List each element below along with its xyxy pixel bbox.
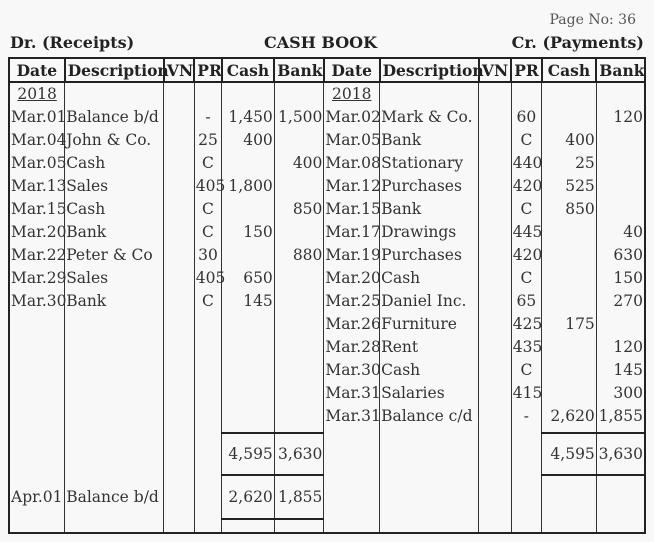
- row-date-left: Mar.04: [9, 129, 65, 152]
- page-number: Page No: 36: [549, 12, 636, 28]
- column-header: VN: [164, 58, 194, 82]
- row-description-left: [65, 405, 164, 428]
- column-header: Date: [9, 58, 65, 82]
- row-vn-cell: [479, 106, 511, 129]
- cash-book-table: [8, 57, 646, 534]
- row-vn-cell: [479, 198, 511, 221]
- year-right: 2018: [324, 82, 380, 106]
- row-cash-left: 400: [222, 129, 275, 152]
- row-vn-cell: [479, 152, 511, 175]
- empty-cell: [164, 433, 194, 475]
- row-vn-cell: [479, 313, 511, 336]
- row-description-left: Peter & Co: [65, 244, 164, 267]
- row-date-left: Mar.30: [9, 290, 65, 313]
- closing-cell: Apr.01: [9, 475, 65, 519]
- row-pr-left: [194, 313, 221, 336]
- row-pr-left: [194, 382, 221, 405]
- table-row: [9, 405, 645, 428]
- row-vn-cell: [164, 290, 194, 313]
- total-amount: 3,630: [596, 433, 645, 475]
- row-cash-right: [542, 267, 597, 290]
- row-date-right: Mar.12: [324, 175, 380, 198]
- table-row: [9, 175, 645, 198]
- row-description-right: Bank: [380, 129, 479, 152]
- row-pr-left: C: [194, 290, 221, 313]
- empty-cell: [511, 433, 541, 475]
- empty-cell: [380, 475, 479, 519]
- row-date-left: Mar.05: [9, 152, 65, 175]
- row-pr-right: C: [511, 129, 541, 152]
- row-bank-right: 145: [596, 359, 645, 382]
- row-vn-cell: [164, 313, 194, 336]
- row-date-right: Mar.20: [324, 267, 380, 290]
- row-description-left: Bank: [65, 290, 164, 313]
- row-bank-left: 850: [274, 198, 324, 221]
- row-vn-cell: [164, 359, 194, 382]
- row-vn-cell: [164, 267, 194, 290]
- row-cash-right: [542, 221, 597, 244]
- table-header-row: [9, 58, 645, 82]
- row-bank-right: [596, 198, 645, 221]
- row-bank-right: 150: [596, 267, 645, 290]
- table-row: [9, 313, 645, 336]
- row-bank-right: [596, 152, 645, 175]
- table-row: [9, 336, 645, 359]
- row-date-right: Mar.17: [324, 221, 380, 244]
- row-pr-left: [194, 405, 221, 428]
- empty-cell: [65, 433, 164, 475]
- row-vn-cell: [479, 405, 511, 428]
- empty-cell: [9, 433, 65, 475]
- row-description-left: Cash: [65, 152, 164, 175]
- closing-cell: 1,855: [274, 475, 324, 519]
- empty-cell: [479, 433, 511, 475]
- row-date-left: [9, 336, 65, 359]
- row-description-right: Cash: [380, 359, 479, 382]
- row-cash-left: [222, 313, 275, 336]
- row-cash-right: [542, 290, 597, 313]
- row-description-left: [65, 336, 164, 359]
- row-bank-left: [274, 221, 324, 244]
- row-bank-right: [596, 313, 645, 336]
- row-description-left: [65, 359, 164, 382]
- row-cash-right: [542, 382, 597, 405]
- row-bank-left: [274, 313, 324, 336]
- total-amount: 4,595: [222, 433, 275, 475]
- row-date-left: Mar.15: [9, 198, 65, 221]
- row-bank-right: 120: [596, 336, 645, 359]
- closing-balance-row: [9, 475, 645, 519]
- year-left: 2018: [9, 82, 65, 106]
- row-bank-left: 1,500: [274, 106, 324, 129]
- row-description-left: Sales: [65, 267, 164, 290]
- row-pr-right: -: [511, 405, 541, 428]
- column-header: Bank: [274, 58, 324, 82]
- row-bank-left: 400: [274, 152, 324, 175]
- row-bank-left: [274, 175, 324, 198]
- row-bank-left: [274, 129, 324, 152]
- row-bank-left: [274, 359, 324, 382]
- empty-cell: [324, 433, 380, 475]
- totals-row: [9, 433, 645, 475]
- table-row: [9, 106, 645, 129]
- empty-cell: [479, 475, 511, 519]
- row-date-left: Mar.29: [9, 267, 65, 290]
- row-description-left: John & Co.: [65, 129, 164, 152]
- row-description-right: Bank: [380, 198, 479, 221]
- filler-row: [9, 519, 645, 533]
- page-title: CASH BOOK: [264, 33, 377, 52]
- row-bank-right: 270: [596, 290, 645, 313]
- row-vn-cell: [479, 244, 511, 267]
- row-vn-cell: [164, 336, 194, 359]
- row-description-left: Sales: [65, 175, 164, 198]
- row-description-left: [65, 313, 164, 336]
- row-description-left: Bank: [65, 221, 164, 244]
- column-header: Date: [324, 58, 380, 82]
- row-date-right: Mar.31: [324, 405, 380, 428]
- row-cash-right: [542, 336, 597, 359]
- closing-cell: Balance b/d: [65, 475, 164, 519]
- row-cash-left: 145: [222, 290, 275, 313]
- row-bank-right: [596, 175, 645, 198]
- row-pr-right: 420: [511, 175, 541, 198]
- table-row: [9, 152, 645, 175]
- row-pr-left: C: [194, 152, 221, 175]
- row-description-left: [65, 382, 164, 405]
- row-vn-cell: [164, 152, 194, 175]
- row-cash-right: [542, 244, 597, 267]
- row-date-left: Mar.01: [9, 106, 65, 129]
- row-cash-left: [222, 152, 275, 175]
- row-vn-cell: [479, 129, 511, 152]
- row-description-right: Salaries: [380, 382, 479, 405]
- row-cash-right: 400: [542, 129, 597, 152]
- row-description-right: Purchases: [380, 175, 479, 198]
- row-date-left: [9, 405, 65, 428]
- row-cash-left: 1,800: [222, 175, 275, 198]
- row-vn-cell: [164, 221, 194, 244]
- row-date-left: Mar.20: [9, 221, 65, 244]
- closing-cell: 2,620: [222, 475, 275, 519]
- column-header: Cash: [222, 58, 275, 82]
- table-row: [9, 290, 645, 313]
- total-amount: 4,595: [542, 433, 597, 475]
- row-pr-left: 405: [194, 267, 221, 290]
- table-row: [9, 359, 645, 382]
- row-pr-left: [194, 359, 221, 382]
- row-cash-right: [542, 359, 597, 382]
- row-description-right: Rent: [380, 336, 479, 359]
- row-bank-right: 120: [596, 106, 645, 129]
- table-row: [9, 129, 645, 152]
- row-date-left: Mar.22: [9, 244, 65, 267]
- column-header: PR: [511, 58, 541, 82]
- column-header: Bank: [596, 58, 645, 82]
- row-vn-cell: [479, 336, 511, 359]
- row-cash-left: [222, 382, 275, 405]
- table-row: [9, 198, 645, 221]
- row-date-right: Mar.30: [324, 359, 380, 382]
- row-cash-left: 1,450: [222, 106, 275, 129]
- column-header: Cash: [542, 58, 597, 82]
- row-description-right: Purchases: [380, 244, 479, 267]
- row-pr-right: C: [511, 267, 541, 290]
- row-bank-right: [596, 129, 645, 152]
- row-bank-left: [274, 267, 324, 290]
- row-vn-cell: [479, 221, 511, 244]
- row-cash-right: 525: [542, 175, 597, 198]
- row-bank-left: [274, 405, 324, 428]
- row-description-left: Balance b/d: [65, 106, 164, 129]
- total-amount: 3,630: [274, 433, 324, 475]
- column-header: PR: [194, 58, 221, 82]
- row-bank-right: 40: [596, 221, 645, 244]
- row-date-left: [9, 313, 65, 336]
- row-description-left: Cash: [65, 198, 164, 221]
- row-description-right: Daniel Inc.: [380, 290, 479, 313]
- table-row: [9, 267, 645, 290]
- row-cash-left: [222, 336, 275, 359]
- row-vn-cell: [164, 175, 194, 198]
- row-pr-left: C: [194, 198, 221, 221]
- row-description-right: Furniture: [380, 313, 479, 336]
- receipts-heading: Dr. (Receipts): [10, 33, 135, 52]
- row-cash-left: [222, 405, 275, 428]
- row-date-right: Mar.26: [324, 313, 380, 336]
- row-date-left: Mar.13: [9, 175, 65, 198]
- row-description-right: Stationary: [380, 152, 479, 175]
- row-pr-left: 405: [194, 175, 221, 198]
- row-pr-right: 445: [511, 221, 541, 244]
- row-pr-right: 415: [511, 382, 541, 405]
- row-cash-left: [222, 198, 275, 221]
- column-header: VN: [479, 58, 511, 82]
- row-vn-cell: [164, 106, 194, 129]
- table-row: [9, 244, 645, 267]
- row-vn-cell: [164, 244, 194, 267]
- row-pr-right: 425: [511, 313, 541, 336]
- empty-cell: [596, 475, 645, 519]
- row-cash-left: 150: [222, 221, 275, 244]
- row-pr-right: 440: [511, 152, 541, 175]
- row-cash-left: [222, 244, 275, 267]
- row-date-left: [9, 359, 65, 382]
- row-pr-right: C: [511, 198, 541, 221]
- row-cash-right: 2,620: [542, 405, 597, 428]
- empty-cell: [380, 433, 479, 475]
- row-description-right: Mark & Co.: [380, 106, 479, 129]
- row-bank-left: [274, 382, 324, 405]
- row-date-right: Mar.05: [324, 129, 380, 152]
- row-pr-right: 420: [511, 244, 541, 267]
- row-pr-left: 25: [194, 129, 221, 152]
- row-vn-cell: [479, 359, 511, 382]
- row-pr-right: 60: [511, 106, 541, 129]
- row-bank-right: 1,855: [596, 405, 645, 428]
- row-vn-cell: [164, 198, 194, 221]
- row-bank-left: [274, 336, 324, 359]
- row-cash-right: 850: [542, 198, 597, 221]
- row-vn-cell: [479, 267, 511, 290]
- row-description-right: Cash: [380, 267, 479, 290]
- column-header: Description: [65, 58, 164, 82]
- row-vn-cell: [164, 129, 194, 152]
- row-pr-right: C: [511, 359, 541, 382]
- table-row: [9, 382, 645, 405]
- empty-cell: [194, 433, 221, 475]
- row-date-right: Mar.19: [324, 244, 380, 267]
- row-cash-right: 175: [542, 313, 597, 336]
- empty-cell: [511, 475, 541, 519]
- row-vn-cell: [479, 175, 511, 198]
- row-bank-left: 880: [274, 244, 324, 267]
- row-date-right: Mar.28: [324, 336, 380, 359]
- row-vn-cell: [479, 290, 511, 313]
- column-header: Description: [380, 58, 479, 82]
- empty-cell: [542, 475, 597, 519]
- table-row: [9, 221, 645, 244]
- row-pr-left: C: [194, 221, 221, 244]
- empty-cell: [194, 475, 221, 519]
- row-description-right: Balance c/d: [380, 405, 479, 428]
- row-pr-left: [194, 336, 221, 359]
- row-date-left: [9, 382, 65, 405]
- row-bank-left: [274, 290, 324, 313]
- empty-cell: [324, 475, 380, 519]
- row-bank-right: 630: [596, 244, 645, 267]
- payments-heading: Cr. (Payments): [511, 33, 644, 52]
- row-description-right: Drawings: [380, 221, 479, 244]
- row-pr-left: -: [194, 106, 221, 129]
- row-cash-left: [222, 359, 275, 382]
- empty-cell: [164, 475, 194, 519]
- row-bank-right: 300: [596, 382, 645, 405]
- row-pr-right: 435: [511, 336, 541, 359]
- row-cash-right: 25: [542, 152, 597, 175]
- year-row: [9, 82, 645, 106]
- row-date-right: Mar.08: [324, 152, 380, 175]
- row-cash-right: [542, 106, 597, 129]
- row-date-right: Mar.31: [324, 382, 380, 405]
- row-vn-cell: [164, 382, 194, 405]
- row-pr-right: 65: [511, 290, 541, 313]
- row-date-right: Mar.25: [324, 290, 380, 313]
- row-vn-cell: [164, 405, 194, 428]
- row-cash-left: 650: [222, 267, 275, 290]
- row-pr-left: 30: [194, 244, 221, 267]
- cash-book-header: [10, 33, 644, 51]
- row-vn-cell: [479, 382, 511, 405]
- row-date-right: Mar.15: [324, 198, 380, 221]
- row-date-right: Mar.02: [324, 106, 380, 129]
